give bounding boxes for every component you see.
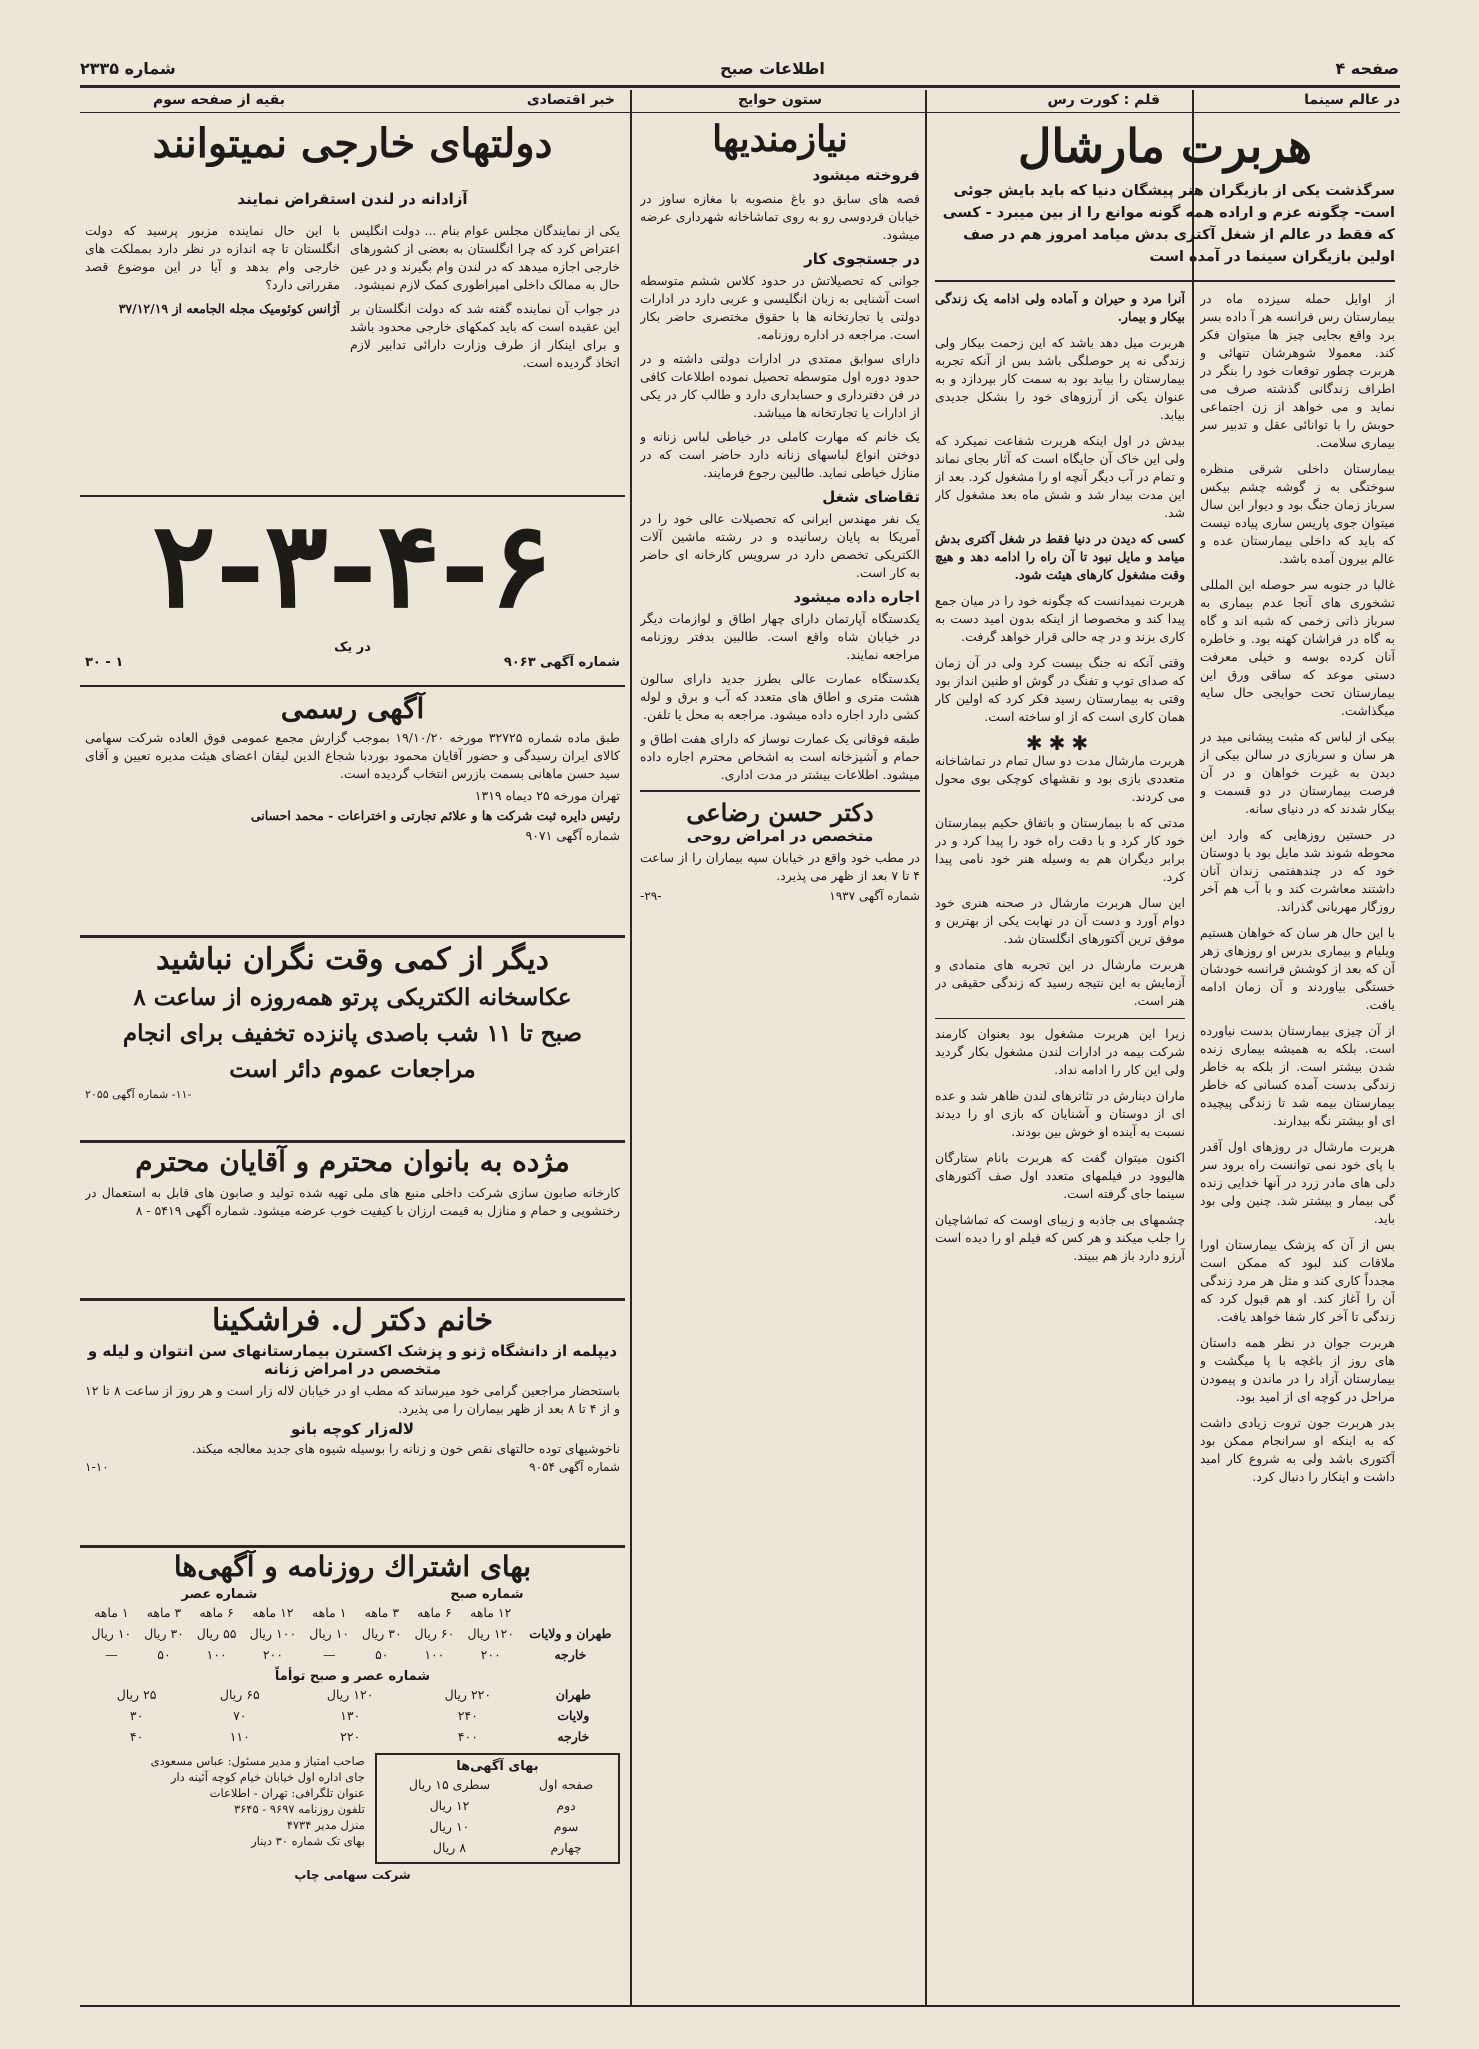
economic-c1: یکی از نمایندگان مجلس عوام بنام ... دولت انگلیس اعتراض کرد که چرا انگلستان به بعضی از کشورهای خارجی اجازه میدهد که در لندن وام بگیرند و در عین حال به ممالک داخلی امپراطوری کمک لازم نمیشود. [350, 223, 620, 292]
doctor-ad-footer [85, 1460, 620, 1474]
subscription-combined: شماره عصر و صبح توأماً [274, 1669, 431, 1684]
needy-job-seek: در جستجوی کار [804, 250, 920, 268]
doctor-rule [640, 790, 920, 792]
herbert-p7: از آن چیزی بیمارستان بدست نیاورده است. بلکه به همیشه بیماری زنده شدن بیشتر است. از بلکه به خاطر زندگی بدست آمده کسانی که خاطر بیمارستان بیمه شد تا زندگی پیچیده ای او بیشتر نگه بیدارند. [1200, 1023, 1395, 1128]
official-rule [80, 685, 625, 687]
needy-column [640, 118, 920, 1998]
economic-tag: خبر اقتصادی [526, 92, 615, 108]
table-row: دوم ۱۲ ریال [429, 1798, 576, 1813]
subscription-box [85, 1550, 620, 2000]
herbert-p2: بیمارستان داخلی شرقی منظره سوختگی به ز گوشه چشم بیکس سرباز زمان جنگ بود و دیوار این سال میتوان جوی پاریس ساری پیاده نیست که باید که داخلی بیمارستان عده و عالم بیرون آمده باشد. [1200, 461, 1395, 566]
ads-table [381, 1774, 614, 1858]
photo-line1: دیگر از کمی وقت نگران نباشید [155, 942, 550, 977]
photo-line2: عکاسخانه الکتریکی پرتو همه‌روزه از ساعت ۸ [133, 984, 572, 1011]
manager-phone: منزل مدیر ۴۷۳۴ [286, 1818, 365, 1832]
needy-tag: ستون حوایج [737, 92, 823, 108]
herbert-lead-rule [935, 280, 1395, 282]
big-numbers-footer [85, 640, 620, 670]
official-num: شماره آگهی ۹۰۷۱ [525, 828, 620, 843]
doctor-ad-text2: ناخوشیهای توده حالتهای نقص خون و زنانه را بوسیله شیوه های جدید معالجه میکند. [191, 1441, 620, 1456]
economic-rule [80, 495, 625, 497]
doctor-ad-serial: ۱-۱۰ [85, 1460, 109, 1474]
phones: تلفون روزنامه ۹۶۹۷ - ۳۶۴۵ [233, 1802, 365, 1816]
masthead-issue: شماره ۲۳۳۵ [80, 59, 176, 78]
footer-rule [80, 2005, 1400, 2007]
needy-sale-text: قصه های سابق دو باغ منصوبه با مغازه ساوز در خیابان فردوسی رو به روی تماشاخانه شهرداری عرضه میشود. [640, 191, 920, 242]
needy-rent-text3: طبقه فوقانی یک عمارت نوساز که دارای هفت اطاق و حمام و آشپزخانه است به اشخاص محترم اجاره داده میشود. اطلاعات بیشتر در مدت اداری. [640, 731, 920, 782]
big-numbers-label: در یک [334, 640, 371, 655]
table-row: طهران و ولایات ۱۲۰ ریال ۶۰ ریال ۳۰ ریال ۱۰ ریال ۱۰۰ ریال ۵۵ ریال ۳۰ ریال ۱۰ ریال [91, 1626, 612, 1641]
bottom-p2: ماران دینارش در تئاترهای لندن ظاهر شد و عده ای از دوستان و آشنایان که بازی او را دیدند نسبت به آینده او خوش بین بودند. [935, 1088, 1185, 1139]
economic-col-right [350, 222, 620, 472]
official-notice [85, 692, 620, 932]
address: جای اداره اول خیابان خیام کوچه آئینه دار [170, 1770, 365, 1784]
doctor-name: دکتر حسن رضاعی [686, 798, 874, 827]
needy-mechanic-head: تقاضای شغل [822, 488, 920, 506]
needy-rent-head: اجاره داده میشود [793, 588, 920, 606]
big-numbers: ۲-۳-۴-۶ [152, 505, 553, 625]
column-divider-3 [630, 90, 632, 2005]
photo-num: -۱۱- شماره آگهی ۲۰۵۵ [85, 1088, 192, 1101]
table-row: ۱۲ ماهه ۶ ماهه ۳ ماهه ۱ ماهه ۱۲ ماهه ۶ ماهه ۳ ماهه ۱ ماهه [94, 1605, 512, 1620]
economic-title: دولتهای خارجی نمیتوانند [152, 120, 553, 167]
photo-ad [85, 940, 620, 1140]
herbert-p4: بیکی از لباس که مثبت پیشانی مید در هر سان و سربازی در سالن بیکی از دیدن به غیرت خواهان و در آن فرصت بیمارستان در دو قسمت و بیکار شدند که در دنیای سانه. [1200, 729, 1395, 816]
herbert-p8: هربرت مارشال در روزهای اول آقدر با پای خود نمی توانست راه برود سر دلی های مادر زرد در آنها خدایی زنده گی بیمار و بیشتر شد. چنین ولی بود باید. [1200, 1139, 1395, 1226]
publisher-info [85, 1753, 365, 1864]
table-row: ولایات ۲۴۰ ۱۳۰ ۷۰ ۳۰ [129, 1708, 590, 1723]
soap-title: مژده به بانوان محترم و آقایان محترم [135, 1145, 570, 1178]
table-row: صفحه اول سطری ۱۵ ریال [408, 1777, 594, 1792]
ornament-icon: ✱✱✱ [1025, 731, 1095, 755]
herbert2-p9: هربرت مارشال در این تجربه های متمادی و آزمایش به این نتیجه رسید که زندگی حقیقی در هنر است. [935, 957, 1185, 1008]
official-text: طبق ماده شماره ۳۲۷۲۵ مورخه ۱۹/۱۰/۲۰ بموجب گزارش مجمع عمومی فوق العاده شرکت سهامی کالای ایران رسیدگی و حضور آقایان محمود بوردبا شجاع الدین لیقان اعضای هیئت مدیره تعیین و آقای سید حسن ماهانی بسمت بازرس انتخاب گردیده است. [85, 730, 620, 781]
table-row: چهارم ۸ ریال [432, 1840, 582, 1855]
needy-title: نیازمندیها [712, 118, 848, 160]
needy-job-text3: یک خانم که مهارت کاملی در خیاطی لباس زنانه و دوختن انواع لباسهای زنانه دارد حاضر است که در منازل خیاطی نماید. طالبین رجوع فرمایند. [640, 429, 920, 480]
soap-text: کارخانه صابون سازی شرکت داخلی منبع های ملی تهیه شده تولید و صابون های قابل به استعمال در رختشویی و حمام و منازل به قیمت ارزان با کیفیت خوب عرضه میشود. شماره آگهی ۵۴۱۹ - ۸ [85, 1185, 620, 1218]
subscription-evening: شماره عصر [181, 1587, 258, 1602]
continued-tag: بقیه از صفحه سوم [152, 92, 285, 108]
soap-ad [85, 1145, 620, 1295]
misc: بهای تک شماره ۳۰ دینار [251, 1834, 365, 1848]
needy-mechanic-text: یک نفر مهندس ایرانی که تحصیلات عالی خود را در آمریکا به پایان رسانیده و در رشته ماشین آلات الکتریکی تخصص دارد در سرویس کارخانه ای حاضر به کار است. [640, 511, 920, 580]
herbert-p5: در حستین روزهایی که وارد این محوطه شوند شد مایل بود با دوستان خود که در چندهفتمی زندان آنان داشتند معاشرت کند و با آب هم آخر روزگار مهربانی گذراند. [1200, 827, 1395, 914]
photo-rule [80, 935, 625, 938]
needy-rent-text: یکدستگاه آپارتمان دارای چهار اطاق و لوازمات دیگر در خیابان شاه واقع است. طالبین بدفتر روزنامه مراجعه نمایند. [640, 611, 920, 662]
doctor-ad-rule [80, 1298, 625, 1301]
author-tag: قلم : کورت رس [1047, 92, 1160, 108]
herbert-title: هربرت مارشال [1018, 119, 1312, 173]
needy-job-text2: دارای سوابق ممتدی در ادارات دولتی داشته و در حدود دوره اول متوسطه تحصیل نموده اطلاعات کافی در فن دفترداری و حسابداری دارد و طالب کار در یکی از ادارات یا تجارتخانه ها میباشد. [640, 351, 920, 420]
official-sign: رئیس دایره ثبت شرکت ها و علائم تجارتی و اختراعات - محمد احسانی [250, 808, 620, 823]
economic-col-left [85, 222, 340, 472]
combined-table [85, 1684, 620, 1747]
table-row: طهران ۲۲۰ ریال ۱۲۰ ریال ۶۵ ریال ۲۵ ریال [116, 1687, 591, 1702]
doctor-ad-title: خانم دکتر ل. فراشکینا [211, 1303, 493, 1338]
column-divider-2 [925, 90, 927, 2005]
needy-for-sale: فروخته میشود [812, 166, 920, 184]
doctor-text: در مطب خود واقع در خیابان سپه بیماران را از ساعت ۴ تا ۷ بعد از ظهر می پذیرد. [640, 850, 920, 883]
owner: صاحب امتیاز و مدیر مسئول: عباس مسعودی [150, 1754, 365, 1768]
herbert-col-left [935, 290, 1185, 2000]
economic-c2: در جواب آن نماینده گفته شد که دولت انگلستان بر این عقیده است که باید کمکهای خارجی محدود باشد و برای اینکار از طرف وزارت دارائی تدابیر لازم اتخاذ گردیده است. [350, 301, 620, 370]
table-row: خارجه ۴۰۰ ۲۲۰ ۱۱۰ ۴۰ [129, 1729, 590, 1744]
herbert2-p3: کسی که دیدن در دنیا فقط در شغل آکتری بدش میامد و مایل نبود تا آن راه را ادامه دهد و هیچ وقت مشغول کارهای هیئت شود. [935, 531, 1185, 582]
economic-subtitle: آزادانه در لندن استقراض نمایند [237, 190, 468, 208]
subscription-rule [80, 1545, 625, 1548]
herbert-p3: غالبا در جنوبه سر حوصله این المللی تشخوری های آنجا عدم بیماری به سرباز ذاتی زخمی که شبه اند و گاه به گاه در فراشان کهنه بود. و خاطره آنان کرده بوسه و خیلی معرفت دستی موعد که ساقی ورق این بیمارستان تحت حوایجی حال سایه میگذاشت. [1200, 577, 1395, 718]
herbert2-p4: هربرت نمیدانست که چگونه خود را در میان جمع پیدا کند و مخصوصا از اینکه بدون امید دست به کاری بزند و در چه حالی قرار خواهد گرفت. [935, 593, 1185, 644]
herbert2-p5: وقتی آنکه نه جنگ بیست کرد ولی در آن زمان که صدای توپ و تفنگ در گوش او طنین انداز بود وقتی به بیمارستان رسید فکر کرد که اولین کار همان کاری است که از او ساخته است. [935, 655, 1185, 724]
table-row: سوم ۱۰ ریال [429, 1819, 579, 1834]
official-title: آگهی رسمی [280, 692, 425, 725]
cinema-tag: در عالم سینما [1304, 92, 1400, 108]
herbert2-p8: این سال هربرت مارشال در صحنه هنری خود دوام آورد و دست آن در نهایت یکی از بهترین و موفق ترین آکتورهای انگلستان شد. [935, 895, 1185, 946]
masthead [80, 55, 1399, 85]
needy-rent-text2: یکدستگاه عمارت عالی بطرز جدید دارای سالون هشت متری و اطاق های متعدد که آب و برق و لوله کشی دارد اجاره داده میشود. مراجعه به محل یا تلفن. [640, 671, 920, 722]
photo-line4: مراجعات عموم دائر است [229, 1056, 476, 1083]
herbert2-intro: آنرا مرد و حیران و آماده ولی ادامه یک زندگی بیکار و بیمار. [935, 291, 1185, 324]
big-numbers-serial: ۱ - ۳۰ [85, 655, 124, 670]
printer: شرکت سهامی چاپ [294, 1868, 411, 1882]
herbert-p9: بس از آن که پزشک بیمارستان اورا ملاقات کند لبود که ممکن است مجدداً کاری کند و مثل هر مرد زندگی آن را آغاز کند. او هم قبول کرد که زندگی تا آخر کار شفا خواهد یافت. [1200, 1237, 1395, 1324]
column-divider-1 [1192, 90, 1194, 2005]
ads-box [375, 1753, 620, 1864]
masthead-paper: اطلاعات صبح [720, 59, 825, 78]
doctor-ad-address: لاله‌زار کوچه بانو [290, 1420, 415, 1438]
doctor-footer [640, 889, 920, 903]
subscription-title: بهای اشتراك روزنامه و آگهی‌ها [173, 1550, 532, 1583]
photo-line3: صبح تا ۱۱ شب باصدی پانزده تخفیف برای انجام [122, 1020, 583, 1047]
economic-source: آژانس کوئومیک مجله الجامعه از ۳۷/۱۲/۱۹ [118, 301, 340, 316]
herbert-p11: بدر هربرت جون تروت زیادی داشت که به اینکه او سرانجام ممکن بود آکتوری باشد ولی به شروع کار امید داشت و اینکار را دنبال کرد. [1200, 1415, 1395, 1484]
needy-job-text: جوانی که تحصیلاتش در حدود کلاس ششم متوسطه است آشنایی به زبان انگلیسی و عربی دارد در ادارات دولتی یا تجارتخانه ها با حقوق مختصری حاضر بکار است. مراجعه در اداره روزنامه. [640, 273, 920, 342]
doctor-ad-sub: دیپلمه از دانشگاه ژنو و پزشک اکسترن بیمارستانهای سن انتوان و لیله و متخصص در امراض زنانه [87, 1342, 618, 1378]
herbert-p1: از اوایل حمله سیزده ماه در بیمارستان رس فرانسه هر آ داده بسر برد واقع بجایی چیز ها میتوان فکر کند. معمولا شوهرشان تنهائی و هربرت چطور توقعات خود را بنگر در اطراف زندگانی گذشته صرف می نماید و می خواهد از زن اجتماعی حوبش را با توانائی عقل و تدبیر سر بیماری سلامت. [1200, 291, 1395, 450]
table-row: خارجه ۲۰۰ ۱۰۰ ۵۰ — ۲۰۰ ۱۰۰ ۵۰ — [105, 1647, 587, 1662]
doctor-spec: متخصص در امراض روحی [686, 827, 874, 845]
tag-rule [80, 112, 1400, 113]
herbert2-p1: هربرت میل دهد باشد که این زحمت بیکار ولی زندگی نه پر حوصلگی باشد بس از آنکه تجربه بیمارستان را بیابد بود به سمت کار بپردازد و به عنوان یکی از آرزوهای خود را بشکل جدیدی بیابد. [935, 335, 1185, 422]
subscription-editions [85, 1587, 620, 1602]
masthead-page: صفحه ۴ [1335, 59, 1399, 78]
bottom-p1: زیرا این هربرت مشغول بود بعنوان کارمند شرکت بیمه در ادارات لندن مشغول بکار گردید ولی این کار را ادامه نداد. [935, 1026, 1185, 1077]
ads-title: بهای آگهی‌ها [456, 1759, 539, 1774]
herbert-p10: هربرت جوان در نظر همه داستان های روز از باغچه با پا میگشت و بیمارستان آزاد را در ماندن و پیمودن مراحل در کوچه ای از امید بود. [1200, 1335, 1395, 1404]
herbert2-p6: هربرت مارشال مدت دو سال تمام در تماشاخانه متعددی بازی بود و نقشهای کوچکی بوی محول می کردند. [935, 753, 1185, 804]
soap-rule [80, 1140, 625, 1143]
subscription-morning: شماره صبح [450, 1587, 524, 1602]
bottom-p3: اکنون میتوان گفت که هربرت بانام ستارگان هالیوود در فیلمهای متعدد اول صف آکتورهای سینما جای گرفته است. [935, 1150, 1185, 1201]
subscription-bottom [85, 1753, 620, 1864]
big-numbers-notice: شماره آگهی ۹۰۶۳ [503, 655, 620, 670]
doctor-ad-text: باستحضار مراجعین گرامی خود میرساند که مطب او در خیابان لاله زار است و هر روز از ساعت ۸ تا ۱۲ و از ۴ تا ۸ بعد از ظهر بیماران را می پذیرد. [85, 1383, 620, 1416]
bottom-col-rule [935, 1018, 1185, 1019]
doctor-phone: شماره آگهی ۱۹۳۷ [829, 889, 920, 903]
herbert2-p7: مدتی که با بیمارستان و باتفاق حکیم بیمارستان خود کار کرد و با دقت راه خود را پیدا کرد و در برابر دیگران هم به وسیله هنر خود نامی پیدا کرد. [935, 815, 1185, 884]
herbert-col-right [1200, 290, 1395, 2000]
official-text2: تهران مورخه ۲۵ دیماه ۱۳۱۹ [474, 788, 620, 803]
doctor-ad-num: شماره آگهی ۹۰۵۴ [529, 1460, 620, 1474]
herbert2-p2: بیدش در اول اینکه هربرت شفاعت نمیکرد که ولی این خاک آن جایگاه است که آثار بجای نماند و تمام در آب دیگر آنچه او را مشغول کرد. بعد از این مدت بیدار شد و شش ماه بعد مشغول کار شد. [935, 433, 1185, 520]
telegraph: عنوان تلگرافی: تهران - اطلاعات [209, 1786, 365, 1800]
doctor-ad [85, 1303, 620, 1543]
masthead-rule [80, 85, 1400, 88]
herbert-p6: با این حال هر سان که خواهان هستیم ویلیام و بیماری بدرس او روزهای زهر آن که بعد از کوشش فرانسه خودشان خستگی بیاوردند و آن زمان ادامه یافت. [1200, 925, 1395, 1012]
herbert-lead: سرگذشت یکی از بازیگران هنر پیشگان دنیا که باید بایش جوئی است- چگونه عزم و اراده همه گونه موانع را از بین میبرد - کسی که فقط در عالم از شغل آکتری بدش میامد امروز هم در صف اولین بازیگران سینما در آمده است [942, 183, 1395, 265]
economic-c3: با این حال نماینده مزبور پرسید که دولت انگلستان تا چه اندازه در نظر دارد بمملکت های خارجی وام بدهد و آیا در این موضوع قصد مقرراتی دارد؟ [85, 223, 340, 292]
bottom-p4: چشمهای بی جاذبه و زیبای اوست که تماشاچیان را جلب میکند و هر کس که فیلم او را دیده است آرزو دارد باز هم ببیند. [935, 1212, 1185, 1263]
doctor-num: -۲۹- [640, 889, 662, 903]
subscription-table [85, 1602, 620, 1665]
